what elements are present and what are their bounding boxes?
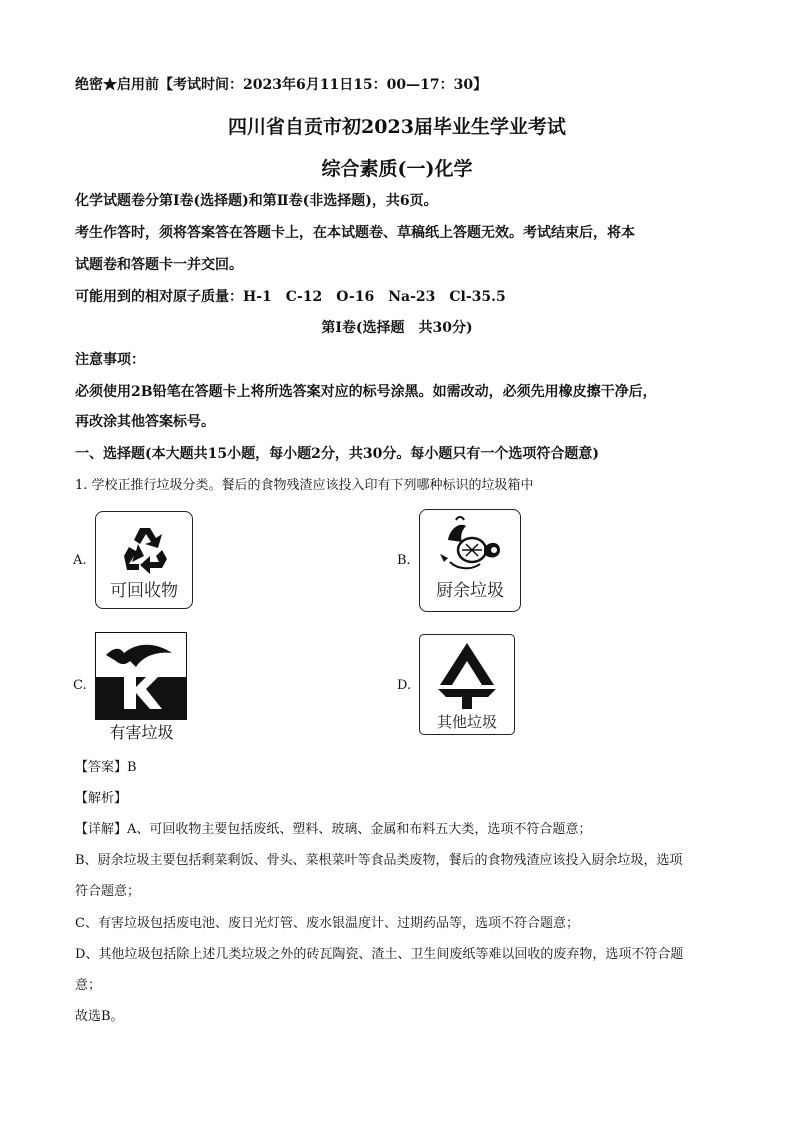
option-b-caption: 厨余垃圾 (436, 581, 504, 601)
option-b-letter: B. (397, 553, 411, 568)
confidential-line: 绝密★启用前【考试时间：2023年6月11日15：00—17：30】 (75, 77, 488, 93)
exam-title: 四川省自贡市初2023届毕业生学业考试 (228, 116, 566, 138)
intro-line-1: 化学试题卷分第Ⅰ卷(选择题)和第Ⅱ卷(非选择题)，共6页。 (75, 193, 438, 209)
intro-line-2: 考生作答时，须将答案答在答题卡上，在本试题卷、草稿纸上答题无效。考试结束后，将本 (75, 225, 635, 241)
analysis-label: 【解析】 (75, 791, 128, 806)
detail-line: D、其他垃圾包括除上述几类垃圾之外的砖瓦陶瓷、渣土、卫生间废纸等难以回收的废弃物，选项不符合题 (75, 947, 684, 962)
kitchen-waste-icon (420, 514, 520, 578)
answer-label: 【答案】B (75, 760, 137, 775)
detail-line: 故选B。 (75, 1009, 124, 1024)
detail-line: 符合题意； (75, 884, 141, 899)
exam-subtitle: 综合素质(一)化学 (321, 158, 473, 180)
detail-line: B、厨余垃圾主要包括剩菜剩饭、骨头、菜根菜叶等食品类废物，餐后的食物残渣应该投入厨余垃圾，选项 (75, 853, 683, 868)
option-b-sign (419, 509, 521, 612)
intro-line-3: 试题卷和答题卡一并交回。 (75, 257, 243, 273)
option-a-letter: A. (73, 553, 87, 568)
recycle-icon (96, 518, 192, 582)
notes-label: 注意事项： (75, 352, 145, 368)
option-c-caption: 有害垃圾 (109, 723, 174, 742)
option-a-caption: 可回收物 (110, 581, 178, 601)
option-d-sign (419, 634, 515, 735)
detail-line: 意； (75, 978, 102, 993)
option-c-letter: C. (73, 678, 87, 693)
part-title: 一、选择题(本大题共15小题，每小题2分，共30分。每小题只有一个选项符合题意) (75, 446, 599, 462)
section-heading: 第Ⅰ卷(选择题 共30分) (321, 320, 473, 336)
hazardous-waste-icon (96, 633, 186, 719)
option-a-sign (95, 511, 193, 609)
option-d-caption: 其他垃圾 (436, 713, 497, 731)
detail-line: C、有害垃圾包括废电池、废日光灯管、废水银温度计、过期药品等，选项不符合题意； (75, 916, 579, 931)
question-stem: 1. 学校正推行垃圾分类。餐后的食物残渣应该投入印有下列哪种标识的垃圾箱中 (75, 478, 534, 493)
detail-line: 【详解】A、可回收物主要包括废纸、塑料、玻璃、金属和布料五大类，选项不符合题意； (75, 822, 592, 837)
other-waste-icon (420, 637, 514, 711)
notes-line-2: 再改涂其他答案标号。 (75, 414, 215, 430)
option-d-letter: D. (397, 678, 412, 693)
option-c-sign (95, 632, 187, 720)
notes-line-1: 必须使用2B铅笔在答题卡上将所选答案对应的标号涂黑。如需改动，必须先用橡皮擦干净后， (75, 384, 657, 400)
atomic-masses: 可能用到的相对原子质量：H-1 C-12 O-16 Na-23 Cl-35.5 (75, 289, 506, 305)
